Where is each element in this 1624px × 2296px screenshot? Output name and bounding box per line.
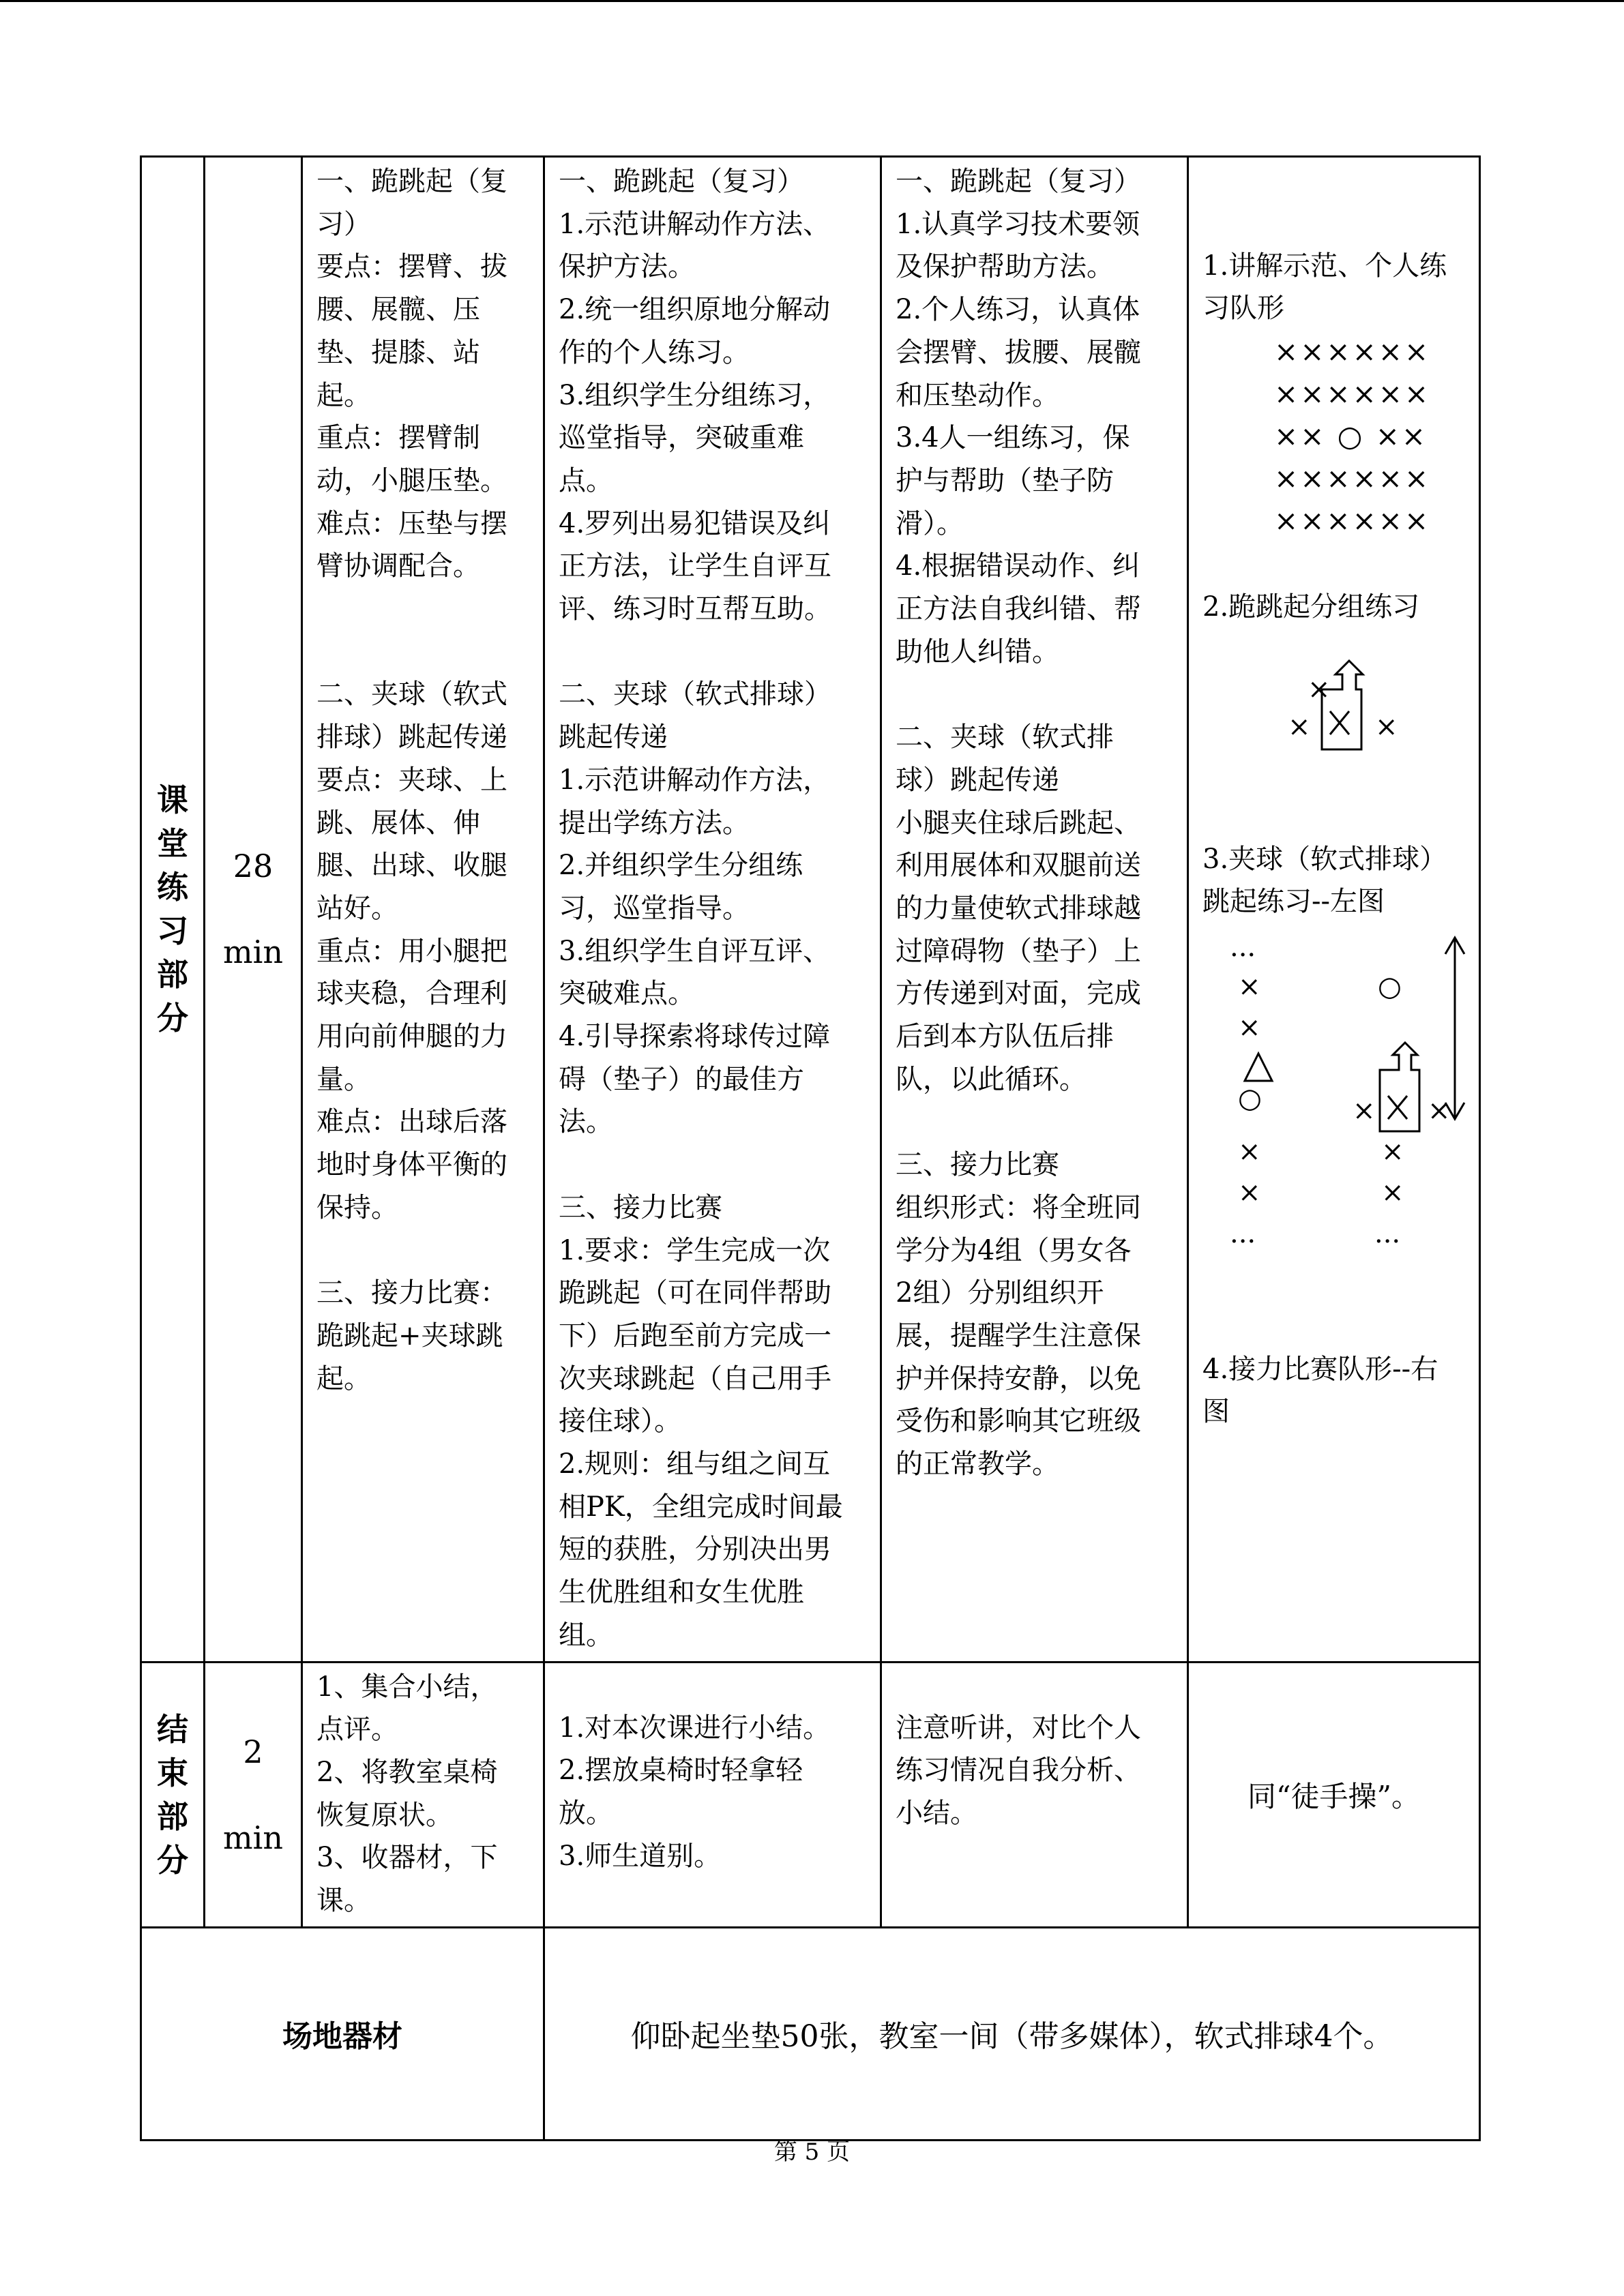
text-line: 生优胜组和女生优胜 (559, 1577, 804, 1609)
text-line: 球夹稳，合理利 (316, 978, 507, 1010)
text-line: 起。 (316, 379, 371, 411)
practice-teacher-lines (559, 160, 872, 1657)
cross-mark: × (1428, 1095, 1451, 1127)
org-text-2: 2.跪跳起分组练习 (1202, 591, 1420, 623)
text-line: 要点：摆臂、拔 (316, 251, 507, 283)
text-line (896, 1101, 1179, 1144)
text-line (896, 673, 1179, 716)
text-line: 站好。 (316, 892, 398, 924)
cross-mark: × (1375, 711, 1398, 743)
text-line: 一、跪跳起（复习） (896, 166, 1141, 197)
cross-mark: × (1381, 1136, 1404, 1167)
text-line: 正方法自我纠错、帮 (896, 593, 1141, 625)
text-line: 护并保持安静，以免 (896, 1362, 1141, 1395)
text-line: 学分为4组（男女各 (896, 1234, 1132, 1266)
text-line: 法。 (559, 1106, 613, 1138)
ending-teacher-lines (559, 1707, 872, 1878)
circle-mark: ○ (1378, 971, 1402, 1002)
text-line: 跪跳起（可在同伴帮助 (559, 1277, 831, 1309)
text-line: 小腿夹住球后跳起、 (896, 807, 1141, 839)
text-line (316, 588, 535, 631)
practice-time-unit: min (223, 934, 283, 971)
text-line: 臂协调配合。 (316, 550, 480, 582)
lesson-plan-table (140, 155, 1481, 2141)
text-line: 助他人纠错。 (896, 636, 1059, 668)
text-line: 1.认真学习技术要领 (896, 208, 1140, 240)
text-line: 小结。 (896, 1797, 977, 1829)
text-line: 3.师生道别。 (559, 1840, 722, 1872)
org-text-3b: 跳起练习--左图 (1202, 886, 1385, 917)
practice-teacher-activity (544, 157, 881, 1663)
text-line: 2.个人练习，认真体 (896, 294, 1140, 326)
mat-arrow-diagram (1315, 655, 1383, 754)
org-text-4b: 图 (1202, 1396, 1230, 1427)
ending-student-activity (881, 1662, 1188, 1927)
text-line: 起。 (316, 1362, 371, 1395)
text-line: 接住球）。 (559, 1405, 681, 1437)
text-line: 要点：夹球、上 (316, 764, 507, 796)
venue-value: 仰卧起坐垫50张，教室一间（带多媒体），软式排球4个。 (544, 1927, 1480, 2140)
ending-content (302, 1662, 544, 1927)
text-line: 3.4人一组练习，保 (896, 422, 1130, 454)
text-line (316, 631, 535, 674)
ending-teacher-activity (544, 1662, 881, 1927)
cross-mark: × (1238, 1177, 1261, 1208)
text-line: 1.对本次课进行小结。 (559, 1712, 831, 1744)
text-line: 下）后跑至前方完成一 (559, 1320, 831, 1352)
page-number: 第 5 页 (773, 2138, 851, 2166)
org-text-3a: 3.夹球（软式排球） (1202, 844, 1447, 875)
formation-row-1: ×××××× (1274, 335, 1431, 368)
text-line (559, 1144, 872, 1187)
text-line: 地时身体平衡的 (316, 1149, 507, 1181)
text-line: 恢复原状。 (316, 1799, 453, 1831)
cross-mark: × (1288, 711, 1311, 743)
text-line: 三、接力比赛 (896, 1149, 1059, 1181)
text-line: 3.组织学生自评互评、 (559, 935, 831, 967)
org-text-4a: 4.接力比赛队形--右 (1202, 1354, 1438, 1385)
ending-organization: 同“徒手操”。 (1188, 1662, 1480, 1927)
text-line: 练习情况自我分析、 (896, 1755, 1141, 1787)
ending-time-value: 2 (243, 1733, 263, 1770)
text-line: 二、夹球（软式 (316, 679, 507, 711)
text-line: 腿、出球、收腿 (316, 850, 507, 882)
org-text-1a: 1.讲解示范、个人练 (1202, 250, 1447, 282)
text-line: 正方法，让学生自评互 (559, 550, 831, 582)
formation-row-5: ×××××× (1274, 504, 1431, 537)
text-line: 1、集合小结， (316, 1671, 498, 1703)
ending-section-row (141, 1662, 1480, 1927)
text-line: 排球）跳起传递 (316, 721, 507, 754)
text-line: 及保护帮助方法。 (896, 251, 1114, 283)
text-line: 后到本方队伍后排 (896, 1021, 1114, 1053)
text-line: 队，以此循环。 (896, 1063, 1087, 1095)
text-line: 护与帮助（垫子防 (896, 464, 1114, 496)
text-line: 的力量使软式排球越 (896, 892, 1141, 924)
text-line: 垫、提膝、站 (316, 336, 480, 368)
text-line: 组。 (559, 1619, 613, 1651)
text-line: 保护方法。 (559, 251, 695, 283)
text-line: 跳、展体、伸 (316, 807, 480, 839)
ending-time-unit: min (223, 1819, 283, 1856)
venue-row (141, 1927, 1480, 2140)
practice-organization (1188, 157, 1480, 1663)
formation-row-2: ×××××× (1274, 377, 1431, 411)
text-line: 一、跪跳起（复 (316, 166, 507, 197)
text-line: 突破难点。 (559, 978, 695, 1010)
formation-row-3: ×× ○ ×× (1274, 419, 1428, 453)
text-line: 用向前伸腿的力 (316, 1021, 507, 1053)
text-line: 4.引导探索将球传过障 (559, 1021, 831, 1053)
text-line: 1.示范讲解动作方法、 (559, 208, 831, 240)
cross-mark: × (1238, 971, 1261, 1002)
text-line: 三、接力比赛 (559, 1191, 722, 1223)
text-line: 巡堂指导，突破重难 (559, 422, 804, 454)
text-line: 利用展体和双腿前送 (896, 850, 1141, 882)
ending-section-title: 结 束 部 分 (141, 1662, 205, 1927)
text-line: 组织形式：将全班同 (896, 1191, 1141, 1223)
dots-mark: ... (1230, 931, 1256, 963)
text-line: 量。 (316, 1063, 371, 1095)
text-line: 2.摆放桌椅时轻拿轻 (559, 1755, 803, 1787)
text-line: 的正常教学。 (896, 1448, 1059, 1480)
text-line: 难点：出球后落 (316, 1106, 507, 1138)
text-line: 1.示范讲解动作方法， (559, 764, 831, 796)
practice-student-activity (881, 157, 1188, 1663)
cross-mark: × (1238, 1012, 1261, 1043)
text-line: 次夹球跳起（自己用手 (559, 1362, 831, 1395)
text-line: 2.规则：组与组之间互 (559, 1448, 831, 1480)
text-line: 作的个人练习。 (559, 336, 750, 368)
text-line: 展，提醒学生注意保 (896, 1320, 1141, 1352)
venue-label: 场地器材 (141, 1927, 544, 2140)
text-line: 2、将教室桌椅 (316, 1756, 498, 1788)
text-line: 2.统一组织原地分解动 (559, 294, 831, 326)
text-line: 点评。 (316, 1714, 398, 1746)
text-line: 短的获胜，分别决出男 (559, 1534, 831, 1566)
text-line: 4.根据错误动作、纠 (896, 550, 1140, 582)
text-line: 二、夹球（软式排 (896, 721, 1114, 754)
text-line: 3、收器材，下 (316, 1842, 498, 1874)
practice-content (302, 157, 544, 1663)
text-line: 跪跳起+夹球跳 (316, 1320, 503, 1352)
cone-triangle-icon (1242, 1051, 1275, 1084)
text-line: 三、接力比赛： (316, 1277, 507, 1309)
text-line: 1.要求：学生完成一次 (559, 1234, 831, 1266)
text-line: 会摆臂、拔腰、展髋 (896, 336, 1141, 368)
text-line: 碍（垫子）的最佳方 (559, 1063, 804, 1095)
practice-student-lines (896, 160, 1179, 1486)
text-line: 注意听讲，对比个人 (896, 1712, 1141, 1744)
text-line: 习，巡堂指导。 (559, 892, 750, 924)
text-line: 和压垫动作。 (896, 379, 1059, 411)
text-line: 课。 (316, 1885, 371, 1917)
circle-mark: ○ (1238, 1083, 1262, 1114)
cross-mark: × (1308, 674, 1331, 705)
text-line: 点。 (559, 464, 613, 496)
formation-row-4: ×××××× (1274, 462, 1431, 495)
text-line (559, 631, 872, 674)
dots-mark: ... (1230, 1218, 1256, 1249)
text-line: 动，小腿压垫。 (316, 464, 507, 496)
text-line: 球）跳起传递 (896, 764, 1059, 796)
text-line: 放。 (559, 1797, 613, 1829)
top-border-line (0, 0, 1624, 2)
text-line: 2组）分别组织开 (896, 1277, 1104, 1309)
practice-section-title: 课 堂 练 习 部 分 (141, 157, 205, 1663)
ending-student-lines (896, 1707, 1179, 1835)
text-line: 受伤和影响其它班级 (896, 1405, 1141, 1437)
text-line: 一、跪跳起（复习） (559, 166, 804, 197)
text-line: 重点：摆臂制 (316, 422, 480, 454)
mat-arrow-diagram (1374, 1037, 1436, 1136)
cross-mark: × (1381, 1177, 1404, 1208)
practice-time (205, 157, 302, 1663)
practice-section-row (141, 157, 1480, 1663)
text-line: 习） (316, 208, 371, 240)
text-line: 重点：用小腿把 (316, 935, 507, 967)
text-line: 二、夹球（软式排球） (559, 679, 831, 711)
text-line: 相PK，全组完成时间最 (559, 1491, 843, 1523)
text-line (316, 1229, 535, 1272)
text-line: 难点：压垫与摆 (316, 507, 507, 539)
text-line: 3.组织学生分组练习， (559, 379, 831, 411)
cross-mark: × (1353, 1095, 1376, 1127)
cross-mark: × (1238, 1136, 1261, 1167)
text-line: 跳起传递 (559, 721, 668, 754)
text-line: 过障碍物（垫子）上 (896, 935, 1141, 967)
text-line: 滑）。 (896, 507, 964, 539)
practice-content-lines (316, 160, 535, 1400)
text-line: 2.并组织学生分组练 (559, 850, 803, 882)
dots-mark: ... (1374, 1218, 1401, 1249)
text-line: 腰、展髋、压 (316, 294, 480, 326)
text-line: 保持。 (316, 1191, 398, 1223)
org-text-1b: 习队形 (1202, 293, 1284, 324)
ending-time (205, 1662, 302, 1927)
text-line: 方传递到对面，完成 (896, 978, 1141, 1010)
practice-time-value: 28 (233, 848, 274, 885)
text-line: 提出学练方法。 (559, 807, 750, 839)
text-line: 4.罗列出易犯错误及纠 (559, 507, 831, 539)
text-line: 评、练习时互帮互助。 (559, 593, 831, 625)
ending-content-lines (316, 1666, 535, 1922)
